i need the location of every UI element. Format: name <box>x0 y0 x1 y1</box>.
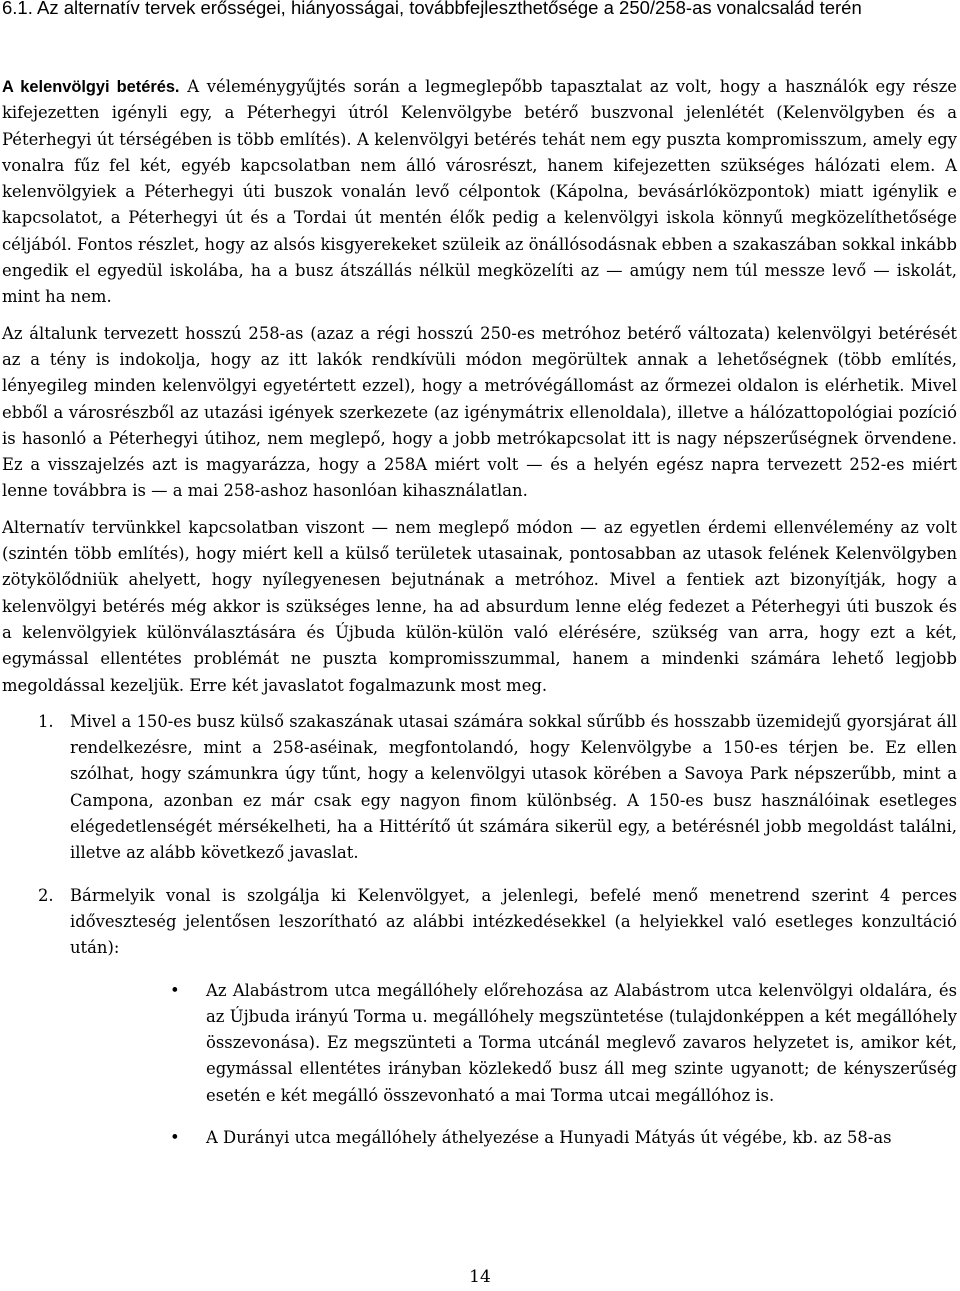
paragraph: Alternatív tervünkkel kapcsolatban viszont — nem meglepő módon — az egyetlen érdemi ellenvélemény az volt (szintén több említés), hogy miért kell a külső területek utasainak, pontosabban az utasok felének Kelenvölgyben zötykölődniük ahelyett, hogy nyílegyenesen bejutnának a metróhoz. Mivel a fentiek azt bizonyítják, hogy a kelenvölgyi betérés még akkor is szükséges lenne, ha ad absurdum lenne elég fedezet a Péterhegyi úti buszok és a kelenvölgyiek különválasztására és Újbuda külön-külön való elérésére, szükség van arra, hogy ezt a két, egymással ellentétes problémát ne puszta kompromisszummal, hanem a mindenki számára lehető legjobb megoldással kezeljük. Erre két javaslatot fogalmazunk most meg. <box>2 517 957 695</box>
paragraph-text: A véleménygyűjtés során a legmeglepőbb tapasztalat az volt, hogy a használók egy része kifejezetten igényli egy, a Péterhegyi útról Kelenvölgybe betérő buszvonal jelenlétét (Kelenvölgyben és a Péterhegyi út térségében is több említés). A kelenvölgyi betérés tehát nem egy puszta kompromisszum, amely egy vonalra fűz fel két, egyéb kapcsolatban nem álló városrészt, hanem kifejezetten szükséges hálózati elem. A kelenvölgyiek a Péterhegyi úti buszok vonalán levő célpontok (Kápolna, bevásárlóközpontok) miatt igénylik e kapcsolatot, a Péterhegyi út és a Tordai út mentén élők pedig a kelenvölgyi iskola könnyű megközelíthetősége céljából. Fontos részlet, hogy az alsós kisgyerekeket szüleik az önállósodásnak ebben a szakaszában sokkal inkább engedik el egyedül iskolába, ha a busz átszállás nélkül megközelíti az — amúgy nem túl messze levő — iskolát, mint ha nem. <box>2 77 957 307</box>
bullet-list-item <box>70 1125 957 1151</box>
bullet-item-text: Az Alabástrom utca megállóhely előrehozása az Alabástrom utca kelenvölgyi oldalára, és az Újbuda irányú Torma u. megállóhely megszüntetése (tulajdonképpen a két megállóhely összevonása). Ez megszünteti a Torma utcánál meglevő zavaros helyzetet is, amikor két, egymással ellentétes irányban közlekedő busz áll meg szinte ugyanott; de kényszerűség esetén e két megálló összevonható a mai Torma utcai megállóhoz is. <box>206 980 957 1105</box>
section-heading: 6.1. Az alternatív tervek erősségei, hiányosságai, továbbfejleszthetősége a 250/258-as vonalcsalád terén <box>2 0 862 18</box>
paragraph <box>2 74 957 311</box>
paragraph-lead: A kelenvölgyi betérés. <box>2 78 180 96</box>
paragraph: Az általunk tervezett hosszú 258-as (azaz a régi hosszú 250-es metróhoz betérő változata) kelenvölgyi betérését az a tény is indokolja, hogy az itt lakók rendkívüli módon megörültek annak a lehetőségnek (több említés, lényegileg minden kelenvölgyi egyetértett ezzel), hogy a metróvégállomást az őrmezei oldalon is elérhetik. Mivel ebből a városrészből az utazási igények szerkezete (az igénymátrix ellenoldala), illetve a hálózattopológiai pozíció is hasonló a Péterhegyi útihoz, nem meglepő, hogy a jobb metrókapcsolat itt is nagy népszerűségnek örvendene. Ez a visszajelzés azt is magyarázza, hogy a 258A miért volt — és a helyén egész napra tervezett 252-es miért lenne továbbra is — a mai 258-ashoz hasonlóan kihasználatlan. <box>2 323 957 501</box>
numbered-list-item <box>2 709 957 867</box>
page-number: 14 <box>469 1267 491 1287</box>
list-item-text: Bármelyik vonal is szolgálja ki Kelenvölgyet, a jelenlegi, befelé menő menetrend szerint 4 perces időveszteség jelentősen leszorítható az alábbi intézkedésekkel (a helyiekkel való esetleges konzultáció után): <box>70 885 957 958</box>
bullet-list-item <box>70 978 957 1109</box>
numbered-list-item <box>2 883 957 1152</box>
bullet-item-text: A Durányi utca megállóhely áthelyezése a Hunyadi Mátyás út végébe, kb. az 58-as <box>206 1127 892 1147</box>
bullet-icon: • <box>170 1127 180 1147</box>
body-text <box>2 74 957 1167</box>
bullet-list <box>70 978 957 1152</box>
list-item-text: Mivel a 150-es busz külső szakaszának utasai számára sokkal sűrűbb és hosszabb üzemidejű gyorsjárat áll rendelkezésre, mint a 258-aséinak, megfontolandó, hogy Kelenvölgybe a 150-es térjen be. Ez ellen szólhat, hogy számunkra úgy tűnt, hogy a kelenvölgyi utasok körében a Savoya Park népszerűbb, mint a Campona, azonban ez már csak egy nagyon finom különbség. A 150-es busz használóinak esetleges elégedetlenségét mérsékelheti, ha a Hittérítő út számára sikerül egy, a betérésnél jobb megoldást találni, illetve az alább következő javaslat. <box>70 711 957 863</box>
list-number: 2. <box>38 885 54 905</box>
bullet-icon: • <box>170 980 180 1000</box>
numbered-list <box>2 709 957 1151</box>
list-number: 1. <box>38 711 54 731</box>
